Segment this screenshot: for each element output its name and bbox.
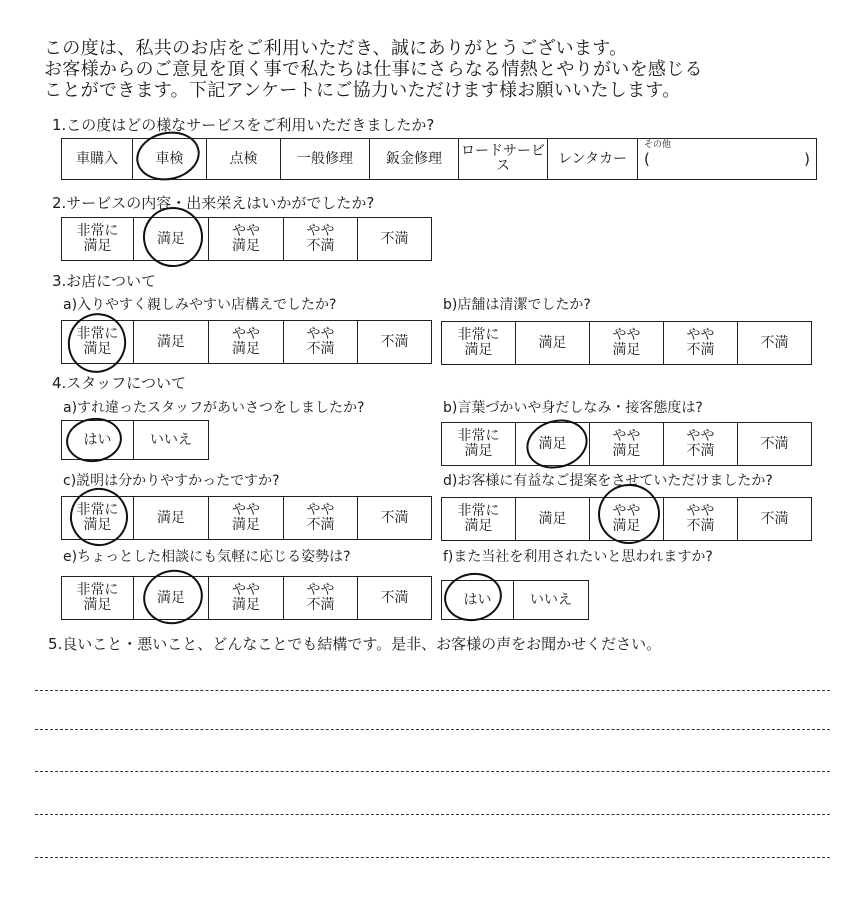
rating-somewhat-satisfied[interactable]: やや 満足 <box>209 321 284 363</box>
rating-somewhat-dissatisfied[interactable]: やや 不満 <box>664 423 738 465</box>
q4f-yes-no-options <box>441 580 589 620</box>
option-no[interactable]: いいえ <box>530 591 572 608</box>
q4a-yes-no-options <box>61 420 209 460</box>
rating-satisfied[interactable]: 満足 <box>516 423 590 465</box>
q3-label: 3.お店について <box>52 272 157 290</box>
q4f-label: f)また当社を利用されたいと思われますか? <box>443 549 713 565</box>
q4a-label: a)すれ違ったスタッフがあいさつをしましたか? <box>63 400 365 416</box>
q1-service-options <box>61 138 817 180</box>
option-rental-car[interactable]: レンタカー <box>548 139 638 179</box>
rating-somewhat-dissatisfied[interactable]: やや 不満 <box>284 218 358 260</box>
option-general-repair[interactable]: 一般修理 <box>281 139 370 179</box>
rating-somewhat-satisfied[interactable]: やや 満足 <box>209 218 284 260</box>
rating-dissatisfied[interactable]: 不満 <box>760 334 789 351</box>
rating-somewhat-satisfied[interactable]: やや 満足 <box>590 498 664 540</box>
rating-dissatisfied[interactable]: 不満 <box>380 333 409 350</box>
q4c-label: c)説明は分かりやすかったですか? <box>63 473 280 489</box>
rating-dissatisfied[interactable]: 不満 <box>760 510 789 527</box>
rating-somewhat-satisfied[interactable]: やや 満足 <box>209 497 284 539</box>
q4b-rating-options <box>441 422 812 466</box>
rating-somewhat-dissatisfied[interactable]: やや 不満 <box>664 322 738 364</box>
rating-very-satisfied[interactable]: 非常に 満足 <box>442 498 516 540</box>
rating-dissatisfied[interactable]: 不満 <box>380 509 409 526</box>
rating-satisfied[interactable]: 満足 <box>516 322 590 364</box>
rating-dissatisfied[interactable]: 不満 <box>760 435 789 452</box>
option-checkup[interactable]: 点検 <box>207 139 281 179</box>
q5-label: 5.良いこと・悪いこと、どんなことでも結構です。是非、お客様の声をお聞かせください。 <box>48 635 662 653</box>
intro-line: お客様からのご意見を頂く事で私たちは仕事にさらなる情熱とやりがいを感じる <box>44 59 703 80</box>
q3a-rating-options <box>61 320 432 364</box>
q4e-rating-options <box>61 576 432 620</box>
rating-satisfied[interactable]: 満足 <box>134 497 209 539</box>
q4c-rating-options <box>61 496 432 540</box>
q4e-label: e)ちょっとした相談にも気軽に応じる姿勢は? <box>63 549 351 565</box>
rating-satisfied[interactable]: 満足 <box>516 498 590 540</box>
comment-line[interactable] <box>35 857 830 858</box>
rating-satisfied[interactable]: 満足 <box>134 321 209 363</box>
q3a-label: a)入りやすく親しみやすい店構えでしたか? <box>63 297 337 313</box>
comment-line[interactable] <box>35 729 830 730</box>
rating-very-satisfied[interactable]: 非常に 満足 <box>62 577 134 619</box>
rating-somewhat-dissatisfied[interactable]: やや 不満 <box>664 498 738 540</box>
q2-rating-options <box>61 217 432 261</box>
q3b-label: b)店舗は清潔でしたか? <box>443 297 591 313</box>
q4d-label: d)お客様に有益なご提案をさせていただけましたか? <box>443 473 773 489</box>
option-car-purchase[interactable]: 車購入 <box>62 139 133 179</box>
intro-line: この度は、私共のお店をご利用いただき、誠にありがとうございます。 <box>44 38 628 59</box>
rating-somewhat-satisfied[interactable]: やや 満足 <box>209 577 284 619</box>
q2-label: 2.サービスの内容・出来栄えはいかがでしたか? <box>52 194 375 212</box>
option-yes[interactable]: はい <box>442 581 514 619</box>
q1-label: 1.この度はどの様なサービスをご利用いただきましたか? <box>52 116 435 134</box>
intro-line: ことができます。下記アンケートにご協力いただけます様お願いいたします。 <box>44 80 681 101</box>
rating-somewhat-dissatisfied[interactable]: やや 不満 <box>284 577 358 619</box>
option-road-service[interactable]: ロードサービス <box>459 139 548 179</box>
comment-line[interactable] <box>35 690 830 691</box>
option-other[interactable] <box>638 139 816 179</box>
option-yes[interactable]: はい <box>62 421 134 459</box>
rating-somewhat-satisfied[interactable]: やや 満足 <box>590 322 664 364</box>
rating-dissatisfied[interactable]: 不満 <box>380 230 409 247</box>
intro-text <box>44 38 834 101</box>
q4-label: 4.スタッフについて <box>52 374 187 392</box>
rating-very-satisfied[interactable]: 非常に 満足 <box>442 423 516 465</box>
rating-very-satisfied[interactable]: 非常に 満足 <box>62 218 134 260</box>
rating-satisfied[interactable]: 満足 <box>134 218 209 260</box>
option-inspection-shaken[interactable]: 車検 <box>133 139 207 179</box>
q3b-rating-options <box>441 321 812 365</box>
rating-dissatisfied[interactable]: 不満 <box>380 589 409 606</box>
q4b-label: b)言葉づかいや身だしなみ・接客態度は? <box>443 400 703 416</box>
comment-line[interactable] <box>35 771 830 772</box>
rating-very-satisfied[interactable]: 非常に 満足 <box>62 497 134 539</box>
rating-somewhat-dissatisfied[interactable]: やや 不満 <box>284 497 358 539</box>
rating-satisfied[interactable]: 満足 <box>134 577 209 619</box>
other-input[interactable]: ( ) <box>644 150 810 168</box>
rating-very-satisfied[interactable]: 非常に 満足 <box>62 321 134 363</box>
other-label: その他 <box>644 140 672 150</box>
q4d-rating-options <box>441 497 812 541</box>
rating-somewhat-satisfied[interactable]: やや 満足 <box>590 423 664 465</box>
comment-line[interactable] <box>35 814 830 815</box>
rating-somewhat-dissatisfied[interactable]: やや 不満 <box>284 321 358 363</box>
option-no[interactable]: いいえ <box>150 431 192 448</box>
rating-very-satisfied[interactable]: 非常に 満足 <box>442 322 516 364</box>
option-body-repair[interactable]: 鈑金修理 <box>370 139 459 179</box>
